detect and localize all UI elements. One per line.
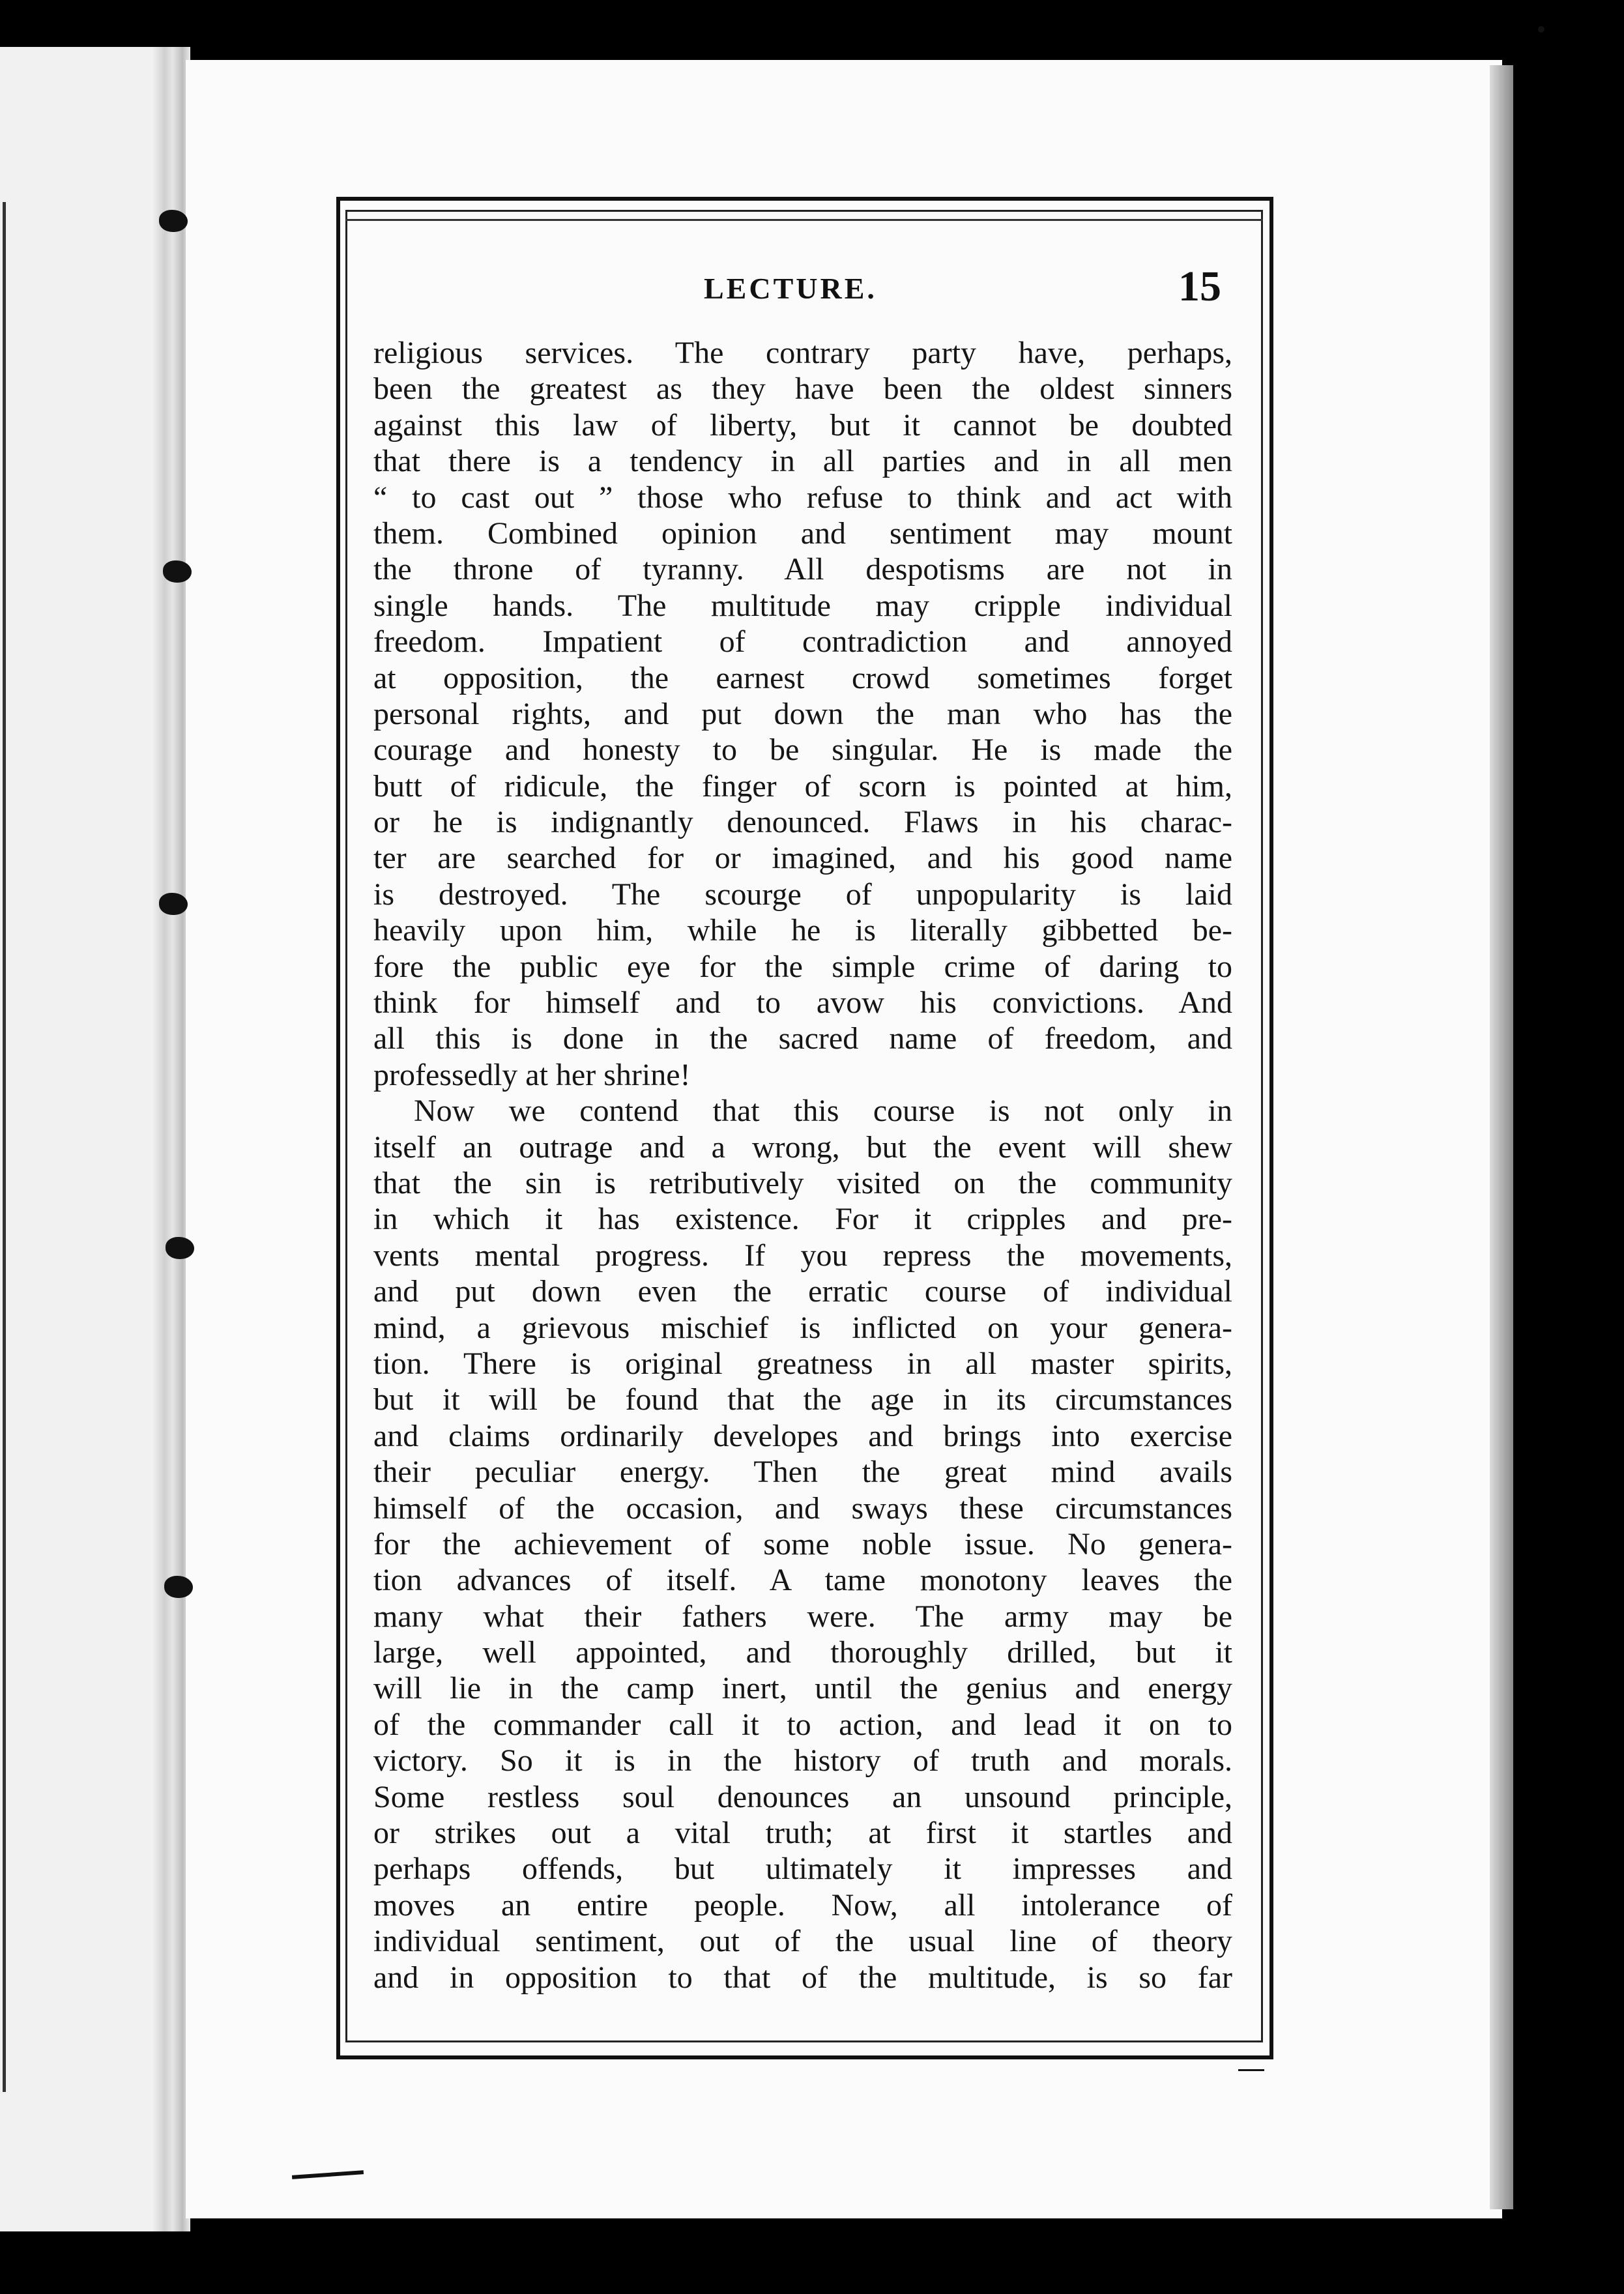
text-line: their peculiar energy. Then the great mind avails [373,1455,1232,1490]
text-line: vents mental progress. If you repress the movements, [373,1238,1232,1273]
text-line: for the achievement of some noble issue. No genera- [373,1526,1232,1561]
text-line: and in opposition to that of the multitude, is so far [373,1960,1232,1995]
text-line: large, well appointed, and thoroughly drilled, but it [373,1635,1232,1670]
text-line: single hands. The multitude may cripple individual [373,588,1232,623]
text-line: or he is indignantly denounced. Flaws in his charac- [373,805,1232,840]
text-line: victory. So it is in the history of truth and morals. [373,1743,1232,1779]
text-line: perhaps offends, but ultimately it impresses and [373,1851,1232,1887]
text-line: courage and honesty to be singular. He is made the [373,733,1232,768]
running-head: LECTURE. [704,272,877,305]
text-line: is destroyed. The scourge of unpopularity is laid [373,877,1232,912]
binding-stitch [164,1576,193,1598]
text-line: and put down even the erratic course of individual [373,1274,1232,1309]
text-line: mind, a grievous mischief is inflicted on your genera- [373,1310,1232,1345]
text-line: “ to cast out ” those who refuse to think and act with [373,480,1232,515]
page-number: 15 [1178,263,1221,310]
scan-artifact [1238,2069,1264,2071]
text-line: professedly at her shrine! [373,1057,691,1092]
text-line: will lie in the camp inert, until the genius and energy [373,1671,1232,1706]
text-line: itself an outrage and a wrong, but the event will shew [373,1129,1232,1165]
text-line: of the commander call it to action, and lead it on to [373,1707,1232,1742]
text-line: or strikes out a vital truth; at first it startles and [373,1816,1232,1851]
binding-stitch [163,560,192,583]
text-line: that there is a tendency in all parties and in all men [373,444,1232,479]
text-line: Some restless soul denounces an unsound principle, [373,1779,1232,1814]
text-line: in which it has existence. For it cripples and pre- [373,1202,1232,1237]
binding-stitch [159,893,188,915]
text-line: tion advances of itself. A tame monotony leaves the [373,1563,1232,1598]
header-rule [345,219,1263,221]
text-line: Now we contend that this course is not only in [414,1094,1232,1129]
text-line: them. Combined opinion and sentiment may mount [373,515,1232,551]
text-line: many what their fathers were. The army may be [373,1599,1232,1634]
text-line: heavily upon him, while he is literally gibbetted be- [373,913,1232,948]
text-line: against this law of liberty, but it cannot be doubted [373,407,1232,443]
text-line: and claims ordinarily developes and brings into exercise [373,1418,1232,1453]
text-line: himself of the occasion, and sways these circumstances [373,1490,1232,1526]
text-line: but it will be found that the age in its circumstances [373,1382,1232,1417]
left-page-border-rule [3,202,6,2092]
binding-stitch [166,1237,194,1259]
text-line: freedom. Impatient of contradiction and annoyed [373,624,1232,660]
text-line: the throne of tyranny. All despotisms are not in [373,552,1232,587]
page-edge-shadow [1490,65,1513,2209]
text-line: butt of ridicule, the finger of scorn is pointed at him, [373,768,1232,804]
text-line: all this is done in the sacred name of freedom, and [373,1021,1232,1056]
text-line: religious services. The contrary party have, perhaps, [373,336,1232,370]
text-line: ter are searched for or imagined, and his good name [373,841,1232,876]
scan-speck [1538,26,1544,33]
book-spine [151,47,190,2231]
text-line: individual sentiment, out of the usual line of theory [373,1924,1232,1959]
text-line: think for himself and to avow his convictions. And [373,985,1232,1021]
text-line: moves an entire people. Now, all intolerance of [373,1887,1232,1923]
text-line: tion. There is original greatness in all master spirits, [373,1346,1232,1381]
binding-stitch [159,210,188,232]
text-line: been the greatest as they have been the oldest sinners [373,371,1232,407]
text-line: at opposition, the earnest crowd sometimes forget [373,660,1232,695]
body-text [373,335,1232,1996]
text-line: personal rights, and put down the man who has the [373,696,1232,731]
text-line: that the sin is retributively visited on the community [373,1165,1232,1200]
text-line: fore the public eye for the simple crime of daring to [373,949,1232,984]
